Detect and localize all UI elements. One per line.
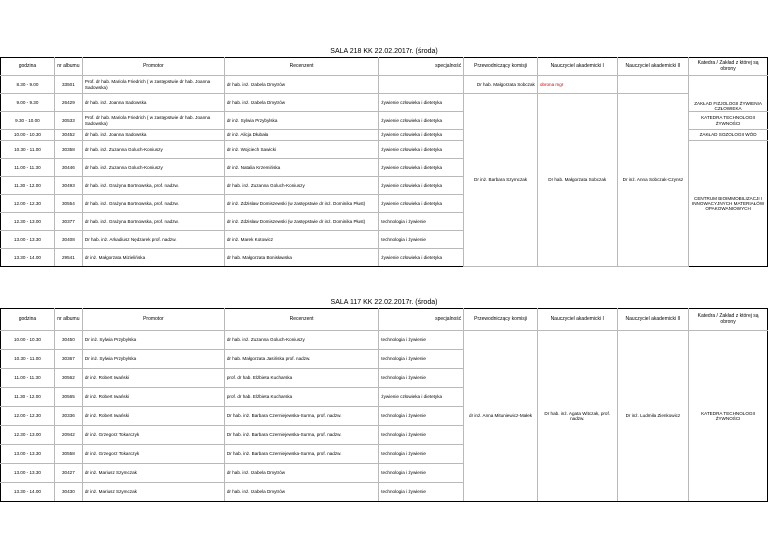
cell-time: 11.30 - 12.00	[1, 388, 55, 407]
cell-specialty: technologia i żywienie	[379, 464, 464, 483]
header-album: nr albumu	[54, 309, 82, 331]
cell-promotor: dr hab. inż. Grażyna Bortnowska, prof. nadzw.	[82, 177, 224, 195]
cell-promotor: dr hab. inż. Grażyna Bortnowska, prof. nadzw.	[82, 195, 224, 213]
cell-department-a: ZAKŁAD FIZJOLOGII ŻYWIENIA CZŁOWIEKA	[689, 76, 768, 112]
cell-specialty	[379, 76, 464, 94]
cell-specialty: żywienie człowieka i dietetyka	[379, 249, 464, 267]
table-row	[1, 331, 768, 350]
schedule-table-room-218	[0, 57, 768, 267]
cell-specialty: żywienie człowieka i dietetyka	[379, 141, 464, 159]
cell-reviewer: dr hab. inż. Izabela Dmytrów	[224, 76, 378, 94]
cell-teacher2-merged: Dr inż. Ludmiła Zienkowicz	[617, 331, 689, 502]
cell-album: 30554	[54, 195, 82, 213]
cell-specialty: żywienie człowieka i dietetyka	[379, 177, 464, 195]
header-teacher2: Nauczyciel akademicki II	[617, 309, 689, 331]
cell-time: 13.00 - 13.30	[1, 445, 55, 464]
schedule-table-room-117	[0, 308, 768, 502]
header-promotor: Promotor	[82, 309, 224, 331]
cell-reviewer: dr hab. inż. Zuzanna Goluch-Koniuszy	[224, 331, 378, 350]
cell-album: 30562	[54, 369, 82, 388]
header-chair: Przewodniczący komisji	[464, 309, 538, 331]
cell-reviewer: dr hab. inż. Zuzanna Goluch-Koniuszy	[224, 177, 378, 195]
cell-album: 29541	[54, 249, 82, 267]
cell-promotor: Prof. dr hab. Mariola Friedrich ( w zastępstwie dr hab. Joanna Sadowska)	[82, 112, 224, 130]
cell-department-c: ZAKŁAD SOZOLOGII WÓD	[689, 130, 768, 141]
table-row	[1, 76, 768, 94]
cell-promotor: Dr hab. inż. Arkadiusz Nędzarek prof. nadzw.	[82, 231, 224, 249]
cell-album: 30446	[54, 159, 82, 177]
cell-specialty: technologia i żywienie	[379, 445, 464, 464]
cell-specialty: żywienie człowieka i dietetyka	[379, 388, 464, 407]
cell-specialty: żywienie człowieka i dietetyka	[379, 195, 464, 213]
cell-album: 30408	[54, 231, 82, 249]
header-time: godzina	[1, 58, 55, 76]
section2-title: SALA 117 KK 22.02.2017r. (środa)	[330, 299, 438, 306]
header-specialty: specjalność	[379, 309, 464, 331]
header-department: Katedra / Zakład z której są obrony	[689, 309, 768, 331]
cell-specialty: technologia i żywienie	[379, 231, 464, 249]
cell-time: 13.00 - 13.30	[1, 464, 55, 483]
defense-note: obrona mgr	[537, 76, 617, 94]
cell-reviewer: dr inż. Wojciech Sawicki	[224, 141, 378, 159]
cell-department-b: KATEDRA TECHNOLOGII ŻYWNOŚCI	[689, 112, 768, 130]
cell-time: 10.30 - 11.00	[1, 141, 55, 159]
cell-chair: Dr hab. Małgorzata Sobczak	[464, 76, 538, 94]
cell-promotor: dr hab. inż. Zuzanna Goluch-Koniuszy	[82, 141, 224, 159]
cell-album: 26429	[54, 94, 82, 112]
cell-reviewer: dr inż. Zdzisław Domiszewski (w zastępstwie dr inż. Dominika Płust)	[224, 213, 378, 231]
cell-reviewer: dr inż. Alicja Dłubała	[224, 130, 378, 141]
cell-reviewer: dr hab. inż. Izabela Dmytrów	[224, 483, 378, 502]
cell-promotor: Dr inż. Sylwia Przybylska	[82, 331, 224, 350]
cell-reviewer: prof. dr hab. Elżbieta Kucharska	[224, 369, 378, 388]
cell-specialty: żywienie człowieka i dietetyka	[379, 130, 464, 141]
cell-reviewer: dr inż. Marek Kotowicz	[224, 231, 378, 249]
cell-album: 30533	[54, 112, 82, 130]
cell-promotor: dr hab. inż. Joanna Sadowska	[82, 94, 224, 112]
cell-album: 30367	[54, 350, 82, 369]
cell-empty	[617, 76, 689, 94]
table-row	[1, 94, 768, 112]
cell-reviewer: Dr hab. inż. Barbara Czerniejewska-Surma, prof. nadzw.	[224, 426, 378, 445]
cell-album: 33501	[54, 76, 82, 94]
cell-promotor: dr inż. Mariusz Szymczak	[82, 464, 224, 483]
cell-specialty: technologia i żywienie	[379, 407, 464, 426]
cell-time: 10.00 - 10.30	[1, 331, 55, 350]
cell-time: 13.30 - 14.00	[1, 483, 55, 502]
cell-album: 30427	[54, 464, 82, 483]
cell-reviewer: dr hab. Małgorzata Jasińska prof. nadzw.	[224, 350, 378, 369]
header-promotor: Promotor	[82, 58, 224, 76]
cell-promotor: dr inż. Małgorzata Mizielińska	[82, 249, 224, 267]
cell-promotor: dr hab. inż. Joanna Sadowska	[82, 130, 224, 141]
header-time: godzina	[1, 309, 55, 331]
cell-time: 12.00 - 12.30	[1, 407, 55, 426]
cell-time: 13.30 - 14.00	[1, 249, 55, 267]
table1-header-row	[1, 58, 768, 76]
cell-promotor: dr hab. inż. Grażyna Bortnowska, prof. nadzw.	[82, 213, 224, 231]
cell-album: 30493	[54, 177, 82, 195]
cell-specialty: żywienie człowieka i dietetyka	[379, 159, 464, 177]
cell-promotor: dr inż. Robert Iwański	[82, 407, 224, 426]
cell-department: KATEDRA TECHNOLOGII ŻYWNOŚCI	[689, 331, 768, 502]
cell-time: 12.30 - 13.00	[1, 426, 55, 445]
cell-chair-merged: dr inż. Anna Mituniewicz-Małek	[464, 331, 538, 502]
cell-specialty: technologia i żywienie	[379, 213, 464, 231]
cell-time: 9.00 - 9.30	[1, 94, 55, 112]
cell-reviewer: dr hab. inż. Izabela Dmytrów	[224, 464, 378, 483]
header-reviewer: Recenzent	[224, 58, 378, 76]
cell-teacher1-merged: Dr hab. inż. Agata Witczak, prof. nadzw.	[537, 331, 617, 502]
cell-specialty: technologia i żywienie	[379, 350, 464, 369]
cell-promotor: dr inż. Robert Iwański	[82, 388, 224, 407]
cell-reviewer: dr hab. Małgorzata Bonisławska	[224, 249, 378, 267]
header-specialty: specjalność	[379, 58, 464, 76]
header-album: nr albumu	[54, 58, 82, 76]
header-teacher1: Nauczyciel akademicki I	[537, 309, 617, 331]
header-chair: Przewodniczący komisji	[464, 58, 538, 76]
cell-teacher2-merged: Dr inż. Anna Sobczak-Czynsz	[617, 94, 689, 267]
cell-time: 9.30 - 10.00	[1, 112, 55, 130]
cell-specialty: technologia i żywienie	[379, 426, 464, 445]
cell-specialty: technologia i żywienie	[379, 369, 464, 388]
cell-time: 11.00 - 11.30	[1, 159, 55, 177]
cell-time: 10.30 - 11.00	[1, 350, 55, 369]
header-reviewer: Recenzent	[224, 309, 378, 331]
cell-album: 30336	[54, 407, 82, 426]
cell-teacher1-merged: Dr hab. Małgorzata Sobczak	[537, 94, 617, 267]
cell-promotor: dr inż. Robert Iwański	[82, 369, 224, 388]
cell-album: 30452	[54, 130, 82, 141]
cell-time: 13.00 - 13.30	[1, 231, 55, 249]
cell-reviewer: prof. dr hab. Elżbieta Kucharska	[224, 388, 378, 407]
header-department: Katedra / Zakład z której są obrony	[689, 58, 768, 76]
cell-reviewer: dr inż. Zdzisław Domiszewski (w zastępstwie dr inż. Dominika Płust)	[224, 195, 378, 213]
cell-specialty: technologia i żywienie	[379, 483, 464, 502]
cell-album: 30565	[54, 388, 82, 407]
cell-reviewer: dr inż. Natalia Krzemińska	[224, 159, 378, 177]
cell-specialty: żywienie człowieka i dietetyka	[379, 112, 464, 130]
cell-reviewer: dr hab. inż. Izabela Dmytrów	[224, 94, 378, 112]
cell-reviewer: dr inż. Sylwia Przybylska	[224, 112, 378, 130]
cell-promotor: dr inż. Mariusz Szymczak	[82, 483, 224, 502]
section1-title: SALA 218 KK 22.02.2017r. (środa)	[330, 48, 438, 55]
cell-album: 30558	[54, 445, 82, 464]
table2-header-row	[1, 309, 768, 331]
cell-promotor: Prof. dr hab. Mariola Friedrich ( w zastępstwie dr hab. Joanna Sadowska)	[82, 76, 224, 94]
cell-reviewer: Dr hab. inż. Barbara Czerniejewska-Surma, prof. nadzw.	[224, 445, 378, 464]
cell-album: 30358	[54, 141, 82, 159]
cell-specialty: żywienie człowieka i dietetyka	[379, 94, 464, 112]
cell-album: 30450	[54, 331, 82, 350]
cell-chair-merged: Dr inż. Barbara Szymczak	[464, 94, 538, 267]
cell-promotor: dr inż. Grzegorz Tokarczyk	[82, 445, 224, 464]
cell-promotor: Dr inż. Sylwia Przybylska	[82, 350, 224, 369]
cell-department-d: CENTRUM BIOIMMOBILIZACJI I INNOWACYJNYCH MATERIAŁÓW OPAKOWANIOWYCH	[689, 141, 768, 267]
cell-album: 30377	[54, 213, 82, 231]
header-teacher2: Nauczyciel akademicki II	[617, 58, 689, 76]
header-teacher1: Nauczyciel akademicki I	[537, 58, 617, 76]
cell-time: 10.00 - 10.30	[1, 130, 55, 141]
cell-promotor: dr hab. inż. Zuzanna Goluch-Koniuszy	[82, 159, 224, 177]
cell-time: 8.30 - 9.00	[1, 76, 55, 94]
cell-time: 11.00 - 11.30	[1, 369, 55, 388]
cell-promotor: dr inż. Grzegorz Tokarczyk	[82, 426, 224, 445]
cell-time: 11.30 - 12.00	[1, 177, 55, 195]
cell-album: 30430	[54, 483, 82, 502]
cell-time: 12.30 - 13.00	[1, 213, 55, 231]
cell-album: 20942	[54, 426, 82, 445]
cell-reviewer: Dr hab. inż. Barbara Czerniejewska-Surma, prof. nadzw.	[224, 407, 378, 426]
cell-specialty: technologia i żywienie	[379, 331, 464, 350]
cell-time: 12.00 - 12.30	[1, 195, 55, 213]
